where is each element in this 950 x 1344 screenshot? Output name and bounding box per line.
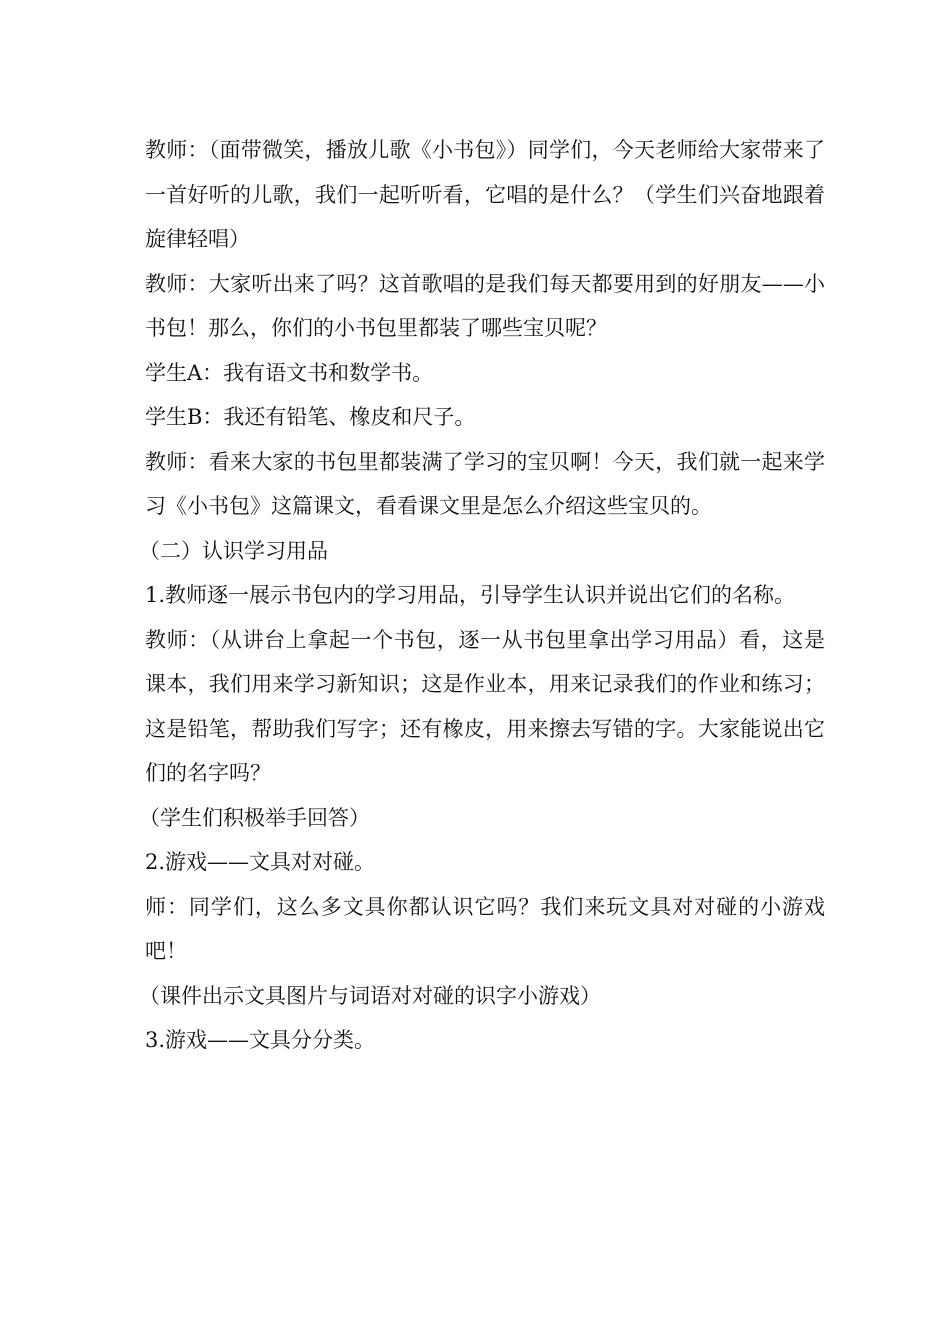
paragraph-students-answer: （学生们积极举手回答） [139, 805, 370, 830]
paragraph-teacher-intro: 教师：（面带微笑，播放儿歌《小书包》）同学们，今天老师给大家带来了一首好听的儿歌，我们一起听听看，它唱的是什么？（学生们兴奋地跟着旋律轻唱） [145, 138, 825, 251]
paragraph-student-b: 学生B：我还有铅笔、橡皮和尺子。 [145, 405, 476, 429]
paragraph-step-1: 1.教师逐一展示书包内的学习用品，引导学生认识并说出它们的名称。 [145, 583, 796, 607]
document-body [139, 128, 825, 1063]
paragraph-courseware-note: （课件出示文具图片与词语对对碰的识字小游戏） [139, 983, 601, 1008]
paragraph-step-3: 3.游戏——文具分分类。 [145, 1028, 376, 1052]
paragraph-student-a: 学生A：我有语文书和数学书。 [145, 360, 434, 385]
paragraph-step-2: 2.游戏——文具对对碰。 [145, 850, 376, 874]
paragraph-teacher-question: 教师：大家听出来了吗？这首歌唱的是我们每天都要用到的好朋友——小书包！那么，你们的小书包里都装了哪些宝贝呢？ [145, 271, 825, 340]
paragraph-teacher-lesson: 教师：看来大家的书包里都装满了学习的宝贝啊！今天，我们就一起来学习《小书包》这篇课文，看看课文里是怎么介绍这些宝贝的。 [145, 449, 825, 518]
section-heading-learning-supplies: （二）认识学习用品 [139, 538, 328, 563]
paragraph-teacher-demo: 教师：（从讲台上拿起一个书包，逐一从书包里拿出学习用品）看，这是课本，我们用来学习新知识；这是作业本，用来记录我们的作业和练习；这是铅笔，帮助我们写字；还有橡皮，用来擦去写错的字。大家能说出它们的名字吗？ [145, 627, 825, 785]
paragraph-teacher-game: 师：同学们，这么多文具你都认识它吗？我们来玩文具对对碰的小游戏吧！ [145, 894, 825, 963]
